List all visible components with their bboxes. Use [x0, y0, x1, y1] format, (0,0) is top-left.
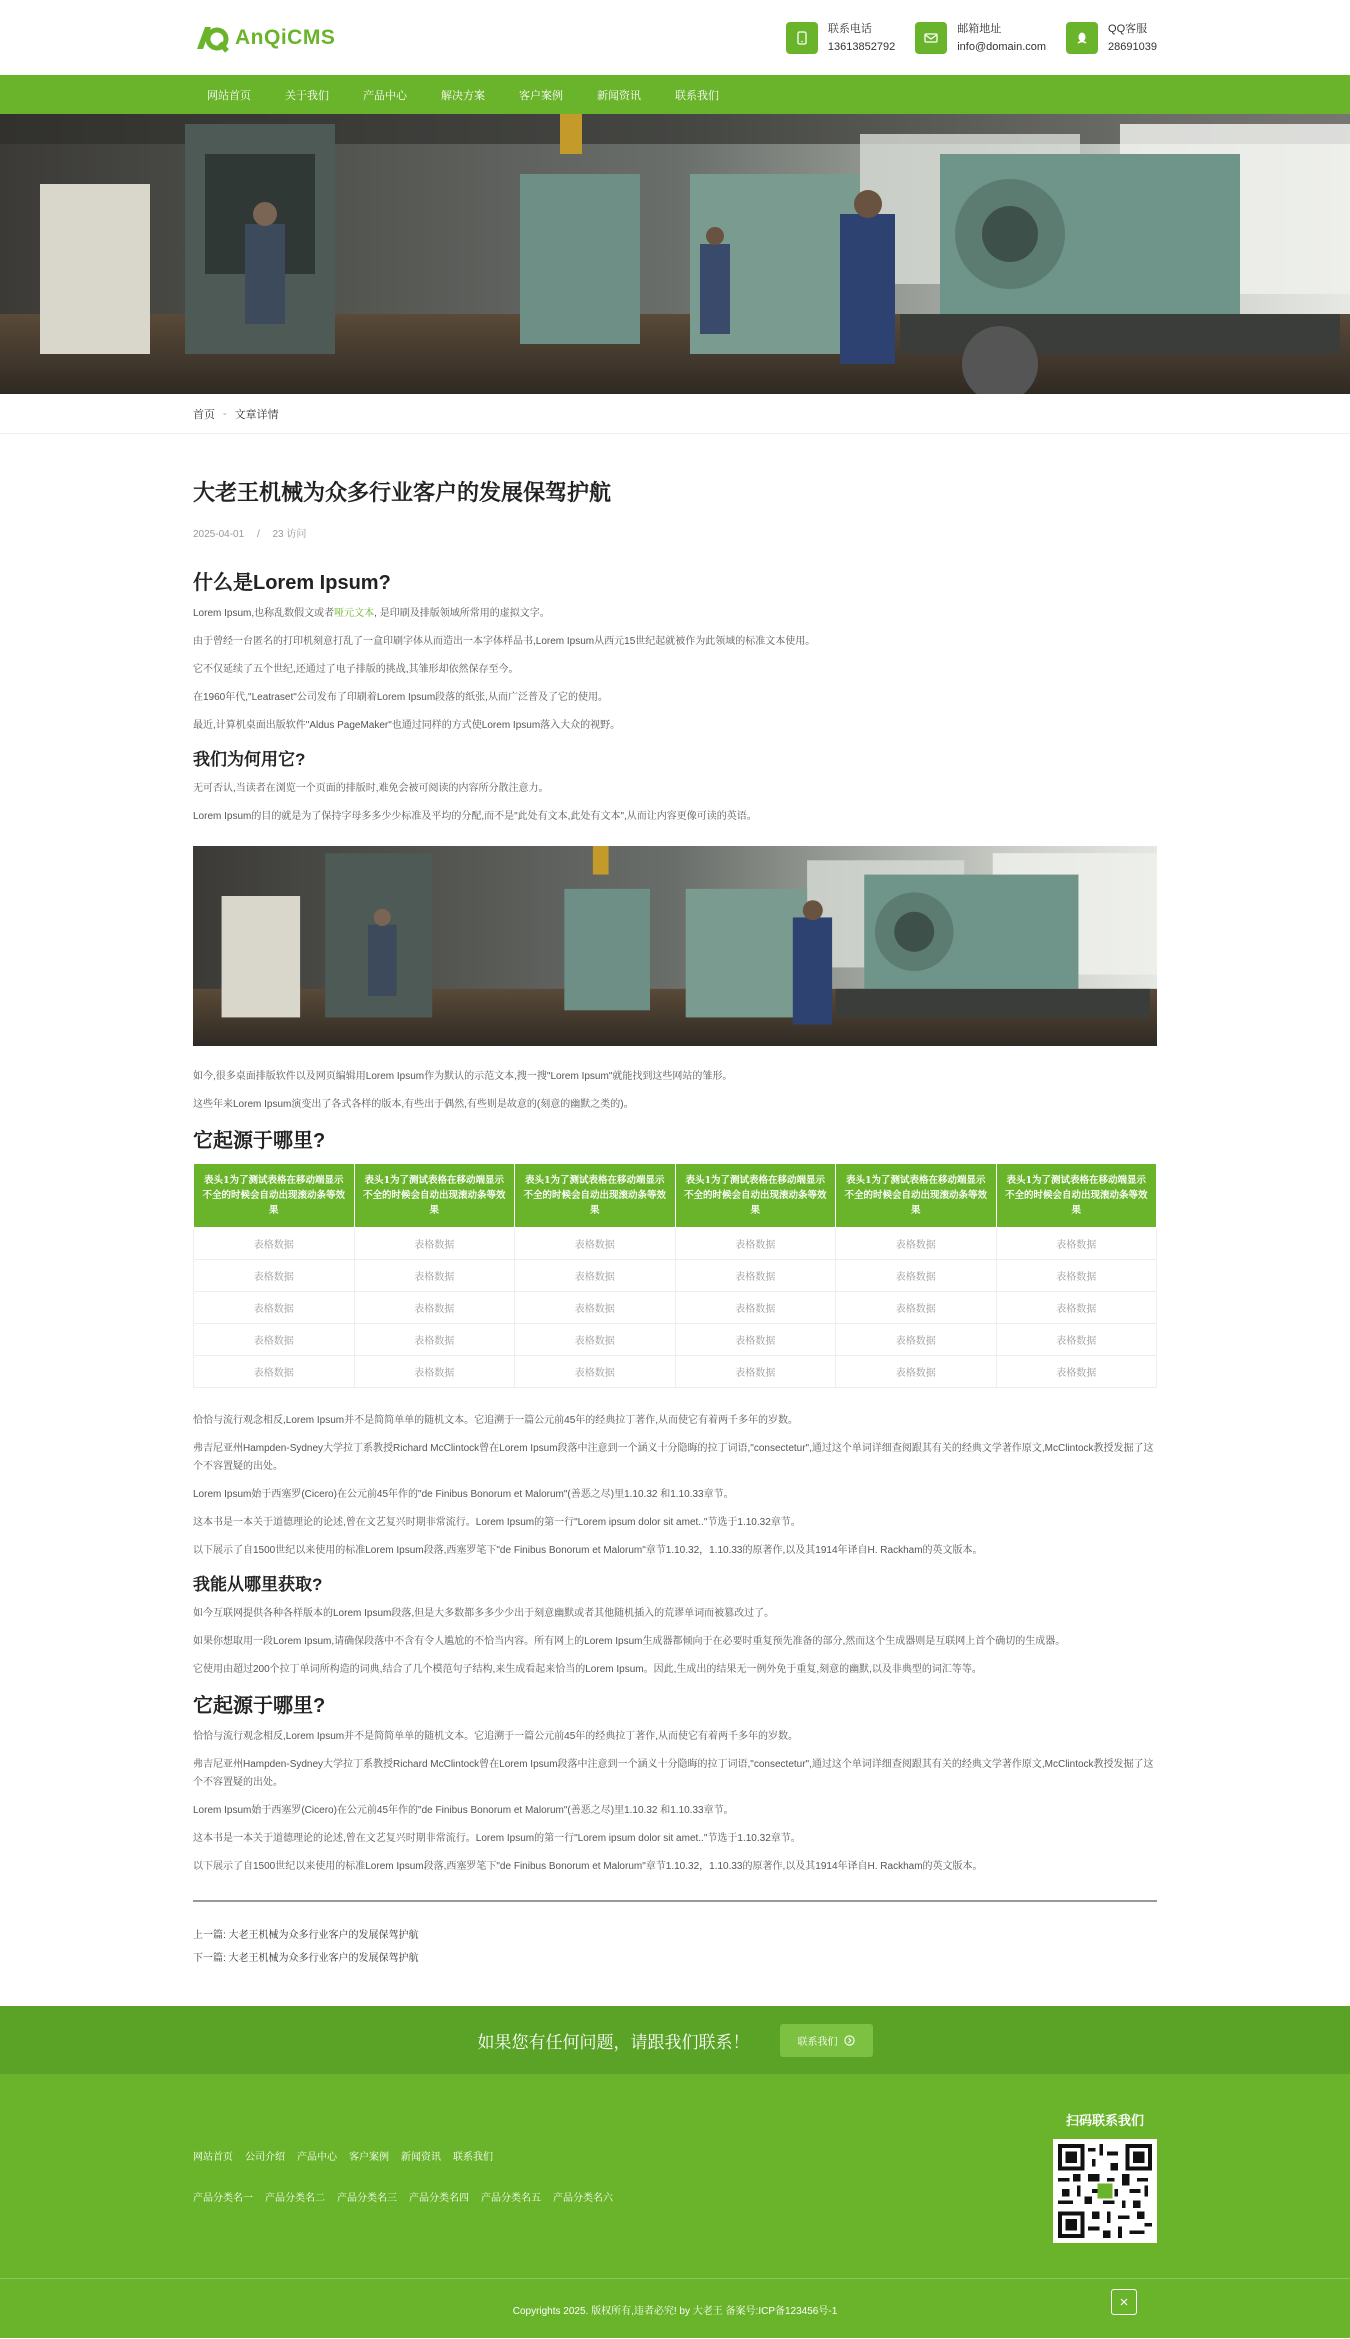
table-header-cell: 表头1为了测试表格在移动端显示不全的时候会自动出现滚动条等效果 [354, 1164, 515, 1228]
table-cell: 表格数据 [354, 1292, 515, 1324]
nav-item-cases[interactable]: 客户案例 [519, 89, 563, 102]
contact-us-button-label: 联系我们 [797, 2036, 838, 2048]
contact-phone [786, 20, 895, 56]
footer-link[interactable]: 网站首页 [193, 2152, 233, 2163]
nav-item-about[interactable]: 关于我们 [285, 89, 329, 102]
contact-us-button[interactable] [780, 2024, 873, 2057]
chevron-up-icon [1119, 2297, 1129, 2307]
table-header-cell: 表头1为了测试表格在移动端显示不全的时候会自动出现滚动条等效果 [996, 1164, 1157, 1228]
table-cell: 表格数据 [515, 1356, 676, 1388]
phone-icon [786, 22, 818, 54]
table-row [194, 1292, 1157, 1324]
table-cell: 表格数据 [194, 1228, 355, 1260]
breadcrumb-separator: - [223, 408, 227, 420]
paragraph: 无可否认,当读者在浏览一个页面的排版时,难免会被可阅读的内容所分散注意力。 [193, 783, 549, 794]
table-cell: 表格数据 [675, 1260, 836, 1292]
contact-email [915, 20, 1046, 56]
table-cell: 表格数据 [996, 1356, 1157, 1388]
mail-icon [915, 22, 947, 54]
paragraph: 它使用由超过200个拉丁单词所构造的词典,结合了几个模范句子结构,来生成看起来恰当的Lorem Ipsum。因此,生成出的结果无一例外免于重复,刻意的幽默,以及非典型的词汇等等。 [193, 1664, 982, 1675]
paragraph: 弗吉尼亚州Hampden-Sydney大学拉丁系教授Richard McClintock曾在Lorem Ipsum段落中注意到一个涵义十分隐晦的拉丁词语,"consectetur",通过这个单词详细查阅跟其有关的经典文学著作原文,McClintock教授发掘了这个不容置疑的出处。 [193, 1759, 1154, 1788]
table-cell: 表格数据 [515, 1260, 676, 1292]
nav-item-contact[interactable]: 联系我们 [675, 89, 719, 102]
header-contacts [786, 20, 1157, 56]
copyright-text: Copyrights 2025. 版权所有,违者必究! by 大老王 备案号:ICP备123456号-1 [512, 2305, 838, 2317]
breadcrumb [0, 394, 1350, 434]
section-heading: 它起源于哪里? [193, 1130, 326, 1152]
nav-item-news[interactable]: 新闻资讯 [597, 89, 641, 102]
paragraph: 这本书是一本关于道德理论的论述,曾在文艺复兴时期非常流行。Lorem Ipsum的第一行"Lorem ipsum dolor sit amet.."节选于1.10.32章节。 [193, 1517, 801, 1528]
contact-phone-label: 联系电话 [827, 22, 872, 35]
table-cell: 表格数据 [836, 1292, 997, 1324]
contact-qq-value: 28691039 [1108, 40, 1157, 53]
paragraph: Lorem Ipsum始于西塞罗(Cicero)在公元前45年作的"de Finibus Bonorum et Malorum"(善恶之尽)里1.10.32 和1.10.33章节。 [193, 1805, 734, 1816]
paragraph: Lorem Ipsum始于西塞罗(Cicero)在公元前45年作的"de Finibus Bonorum et Malorum"(善恶之尽)里1.10.32 和1.10.33章节。 [193, 1489, 734, 1500]
paragraph: 恰恰与流行观念相反,Lorem Ipsum并不是简简单单的随机文本。它追溯于一篇公元前45年的经典拉丁著作,从而使它有着两千多年的岁数。 [193, 1415, 799, 1426]
logo-mark-icon [193, 23, 229, 53]
breadcrumb-home[interactable]: 首页 [193, 409, 215, 421]
qr-contact [1053, 2110, 1157, 2243]
copyright-bar [0, 2278, 1350, 2338]
paragraph: 如果你想取用一段Lorem Ipsum,请确保段落中不含有令人尴尬的不恰当内容。所有网上的Lorem Ipsum生成器都倾向于在必要时重复预先准备的部分,然而这个生成器则是互联网上首个确切的生成器。 [193, 1636, 1066, 1647]
footer-category-link[interactable]: 产品分类名三 [337, 2193, 397, 2204]
qr-title: 扫码联系我们 [1065, 2113, 1144, 2128]
table-cell: 表格数据 [515, 1228, 676, 1260]
table-cell: 表格数据 [836, 1260, 997, 1292]
table-row [194, 1228, 1157, 1260]
table-cell: 表格数据 [354, 1228, 515, 1260]
table-cell: 表格数据 [675, 1228, 836, 1260]
inline-link[interactable]: 哑元文本 [334, 608, 375, 619]
data-table [193, 1163, 1157, 1388]
footer-link[interactable]: 新闻资讯 [401, 2152, 441, 2163]
article-date: 2025-04-01 [193, 529, 245, 540]
site-footer [0, 2074, 1350, 2278]
table-cell: 表格数据 [194, 1292, 355, 1324]
contact-qq-label: QQ客服 [1108, 22, 1148, 35]
footer-link[interactable]: 产品中心 [297, 2152, 337, 2163]
banner-image [0, 114, 1350, 394]
table-cell: 表格数据 [194, 1356, 355, 1388]
table-header-cell: 表头1为了测试表格在移动端显示不全的时候会自动出现滚动条等效果 [675, 1164, 836, 1228]
table-cell: 表格数据 [996, 1260, 1157, 1292]
contact-email-value[interactable]: info@domain.com [957, 40, 1047, 53]
article-title: 大老王机械为众多行业客户的发展保驾护航 [193, 480, 612, 505]
contact-cta [0, 2006, 1350, 2074]
table-cell: 表格数据 [675, 1324, 836, 1356]
article-views: 23 访问 [272, 529, 307, 540]
footer-link[interactable]: 联系我们 [453, 2152, 493, 2163]
article [193, 434, 1157, 2006]
section-heading: 它起源于哪里? [193, 1695, 326, 1717]
paragraph: 这些年来Lorem Ipsum演变出了各式各样的版本,有些出于偶然,有些则是故意的(刻意的幽默之类的)。 [193, 1099, 634, 1110]
paragraph: 恰恰与流行观念相反,Lorem Ipsum并不是简简单单的随机文本。它追溯于一篇公元前45年的经典拉丁著作,从而使它有着两千多年的岁数。 [193, 1731, 799, 1742]
paragraph: 最近,计算机桌面出版软件"Aldus PageMaker"也通过同样的方式使Lorem Ipsum落入大众的视野。 [193, 720, 621, 731]
table-cell: 表格数据 [836, 1324, 997, 1356]
cta-text: 如果您有任何问题，请跟我们联系！ [477, 2032, 750, 2052]
table-header-row [194, 1164, 1157, 1228]
table-cell: 表格数据 [354, 1260, 515, 1292]
article-image [193, 846, 1157, 1046]
contact-email-label: 邮箱地址 [957, 22, 1002, 35]
paragraph: 它不仅延续了五个世纪,还通过了电子排版的挑战,其雏形却依然保存至今。 [193, 664, 519, 675]
table-cell: 表格数据 [675, 1356, 836, 1388]
table-cell: 表格数据 [996, 1228, 1157, 1260]
sub-heading: 我能从哪里获取? [193, 1575, 323, 1594]
logo[interactable] [193, 23, 335, 53]
article-meta [193, 525, 1157, 540]
table-cell: 表格数据 [194, 1260, 355, 1292]
table-cell: 表格数据 [836, 1228, 997, 1260]
sub-heading: 我们为何用它? [193, 750, 306, 769]
footer-category-link[interactable]: 产品分类名四 [409, 2193, 469, 2204]
table-cell: 表格数据 [354, 1324, 515, 1356]
breadcrumb-current: 文章详情 [234, 409, 279, 421]
table-cell: 表格数据 [194, 1324, 355, 1356]
prev-next-links [193, 1900, 1157, 2006]
table-header-cell: 表头1为了测试表格在移动端显示不全的时候会自动出现滚动条等效果 [836, 1164, 997, 1228]
paragraph: 在1960年代,"Leatraset"公司发布了印刷着Lorem Ipsum段落的纸张,从而广泛普及了它的使用。 [193, 692, 608, 703]
logo-text: AnQiCMS [235, 25, 336, 49]
footer-link[interactable]: 公司介绍 [245, 2152, 285, 2163]
paragraph: 这本书是一本关于道德理论的论述,曾在文艺复兴时期非常流行。Lorem Ipsum的第一行"Lorem ipsum dolor sit amet.."节选于1.10.32章节。 [193, 1833, 801, 1844]
section-heading: 什么是Lorem Ipsum? [193, 572, 391, 594]
paragraph: Lorem Ipsum,也称乱数假文或者哑元文本, 是印刷及排版领域所常用的虚拟文字。 [193, 608, 550, 619]
table-row [194, 1356, 1157, 1388]
footer-links [193, 2148, 613, 2230]
article-meta-sep: / [256, 529, 260, 540]
table-cell: 表格数据 [515, 1324, 676, 1356]
table-header-cell: 表头1为了测试表格在移动端显示不全的时候会自动出现滚动条等效果 [194, 1164, 355, 1228]
qq-icon [1066, 22, 1098, 54]
footer-category-link[interactable]: 产品分类名五 [481, 2193, 541, 2204]
paragraph: 以下展示了自1500世纪以来使用的标准Lorem Ipsum段落,西塞罗笔下"de Finibus Bonorum et Malorum"章节1.10.32，1.10.33的原著作,以及其1914年译自H. Rackham的英文版本。 [193, 1861, 983, 1872]
nav-item-products[interactable]: 产品中心 [363, 89, 407, 102]
paragraph: Lorem Ipsum的目的就是为了保持字母多多少少标准及平均的分配,而不是"此处有文本,此处有文本",从而让内容更像可读的英语。 [193, 811, 757, 822]
table-cell: 表格数据 [675, 1292, 836, 1324]
table-cell: 表格数据 [354, 1356, 515, 1388]
nav-item-home[interactable]: 网站首页 [207, 89, 251, 102]
table-row [194, 1260, 1157, 1292]
contact-phone-value: 13613852792 [827, 40, 896, 53]
back-to-top-button[interactable] [1111, 2289, 1137, 2315]
footer-category-link[interactable]: 产品分类名一 [193, 2193, 253, 2204]
next-article-link[interactable]: 下一篇: 大老王机械为众多行业客户的发展保驾护航 [193, 1953, 419, 1964]
paragraph: 如今互联网提供各种各样版本的Lorem Ipsum段落,但是大多数都多多少少出于刻意幽默或者其他随机插入的荒谬单词而被篡改过了。 [193, 1608, 775, 1619]
table-header-cell: 表头1为了测试表格在移动端显示不全的时候会自动出现滚动条等效果 [515, 1164, 676, 1228]
table-cell: 表格数据 [996, 1292, 1157, 1324]
table-cell: 表格数据 [996, 1324, 1157, 1356]
paragraph: 由于曾经一台匿名的打印机刻意打乱了一盒印刷字体从而造出一本字体样品书,Lorem Ipsum从西元15世纪起就被作为此领域的标准文本使用。 [193, 636, 816, 647]
paragraph: 弗吉尼亚州Hampden-Sydney大学拉丁系教授Richard McClintock曾在Lorem Ipsum段落中注意到一个涵义十分隐晦的拉丁词语,"consectetur",通过这个单词详细查阅跟其有关的经典文学著作原文,McClintock教授发掘了这个不容置疑的出处。 [193, 1443, 1154, 1472]
table-row [194, 1324, 1157, 1356]
arrow-right-circle-icon [844, 2035, 855, 2046]
table-cell: 表格数据 [515, 1292, 676, 1324]
contact-qq [1066, 20, 1157, 56]
footer-link[interactable]: 客户案例 [349, 2152, 389, 2163]
main-nav [0, 75, 1350, 114]
paragraph: 如今,很多桌面排版软件以及网页编辑用Lorem Ipsum作为默认的示范文本,搜一搜"Lorem Ipsum"就能找到这些网站的雏形。 [193, 1071, 733, 1082]
footer-category-link[interactable]: 产品分类名二 [265, 2193, 325, 2204]
paragraph: 以下展示了自1500世纪以来使用的标准Lorem Ipsum段落,西塞罗笔下"de Finibus Bonorum et Malorum"章节1.10.32，1.10.33的原著作,以及其1914年译自H. Rackham的英文版本。 [193, 1545, 983, 1556]
prev-article-link[interactable]: 上一篇: 大老王机械为众多行业客户的发展保驾护航 [193, 1930, 419, 1941]
table-cell: 表格数据 [836, 1356, 997, 1388]
footer-category-link[interactable]: 产品分类名六 [553, 2193, 613, 2204]
nav-item-solutions[interactable]: 解决方案 [441, 89, 485, 102]
qr-code-icon [1053, 2139, 1157, 2243]
site-header [0, 0, 1350, 75]
